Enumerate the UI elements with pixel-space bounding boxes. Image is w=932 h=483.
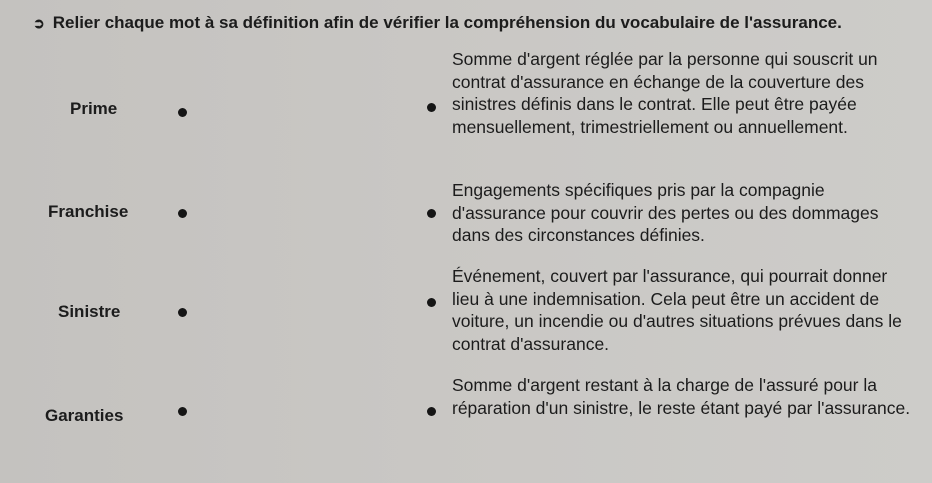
term-franchise: Franchise: [48, 202, 129, 221]
term-dot-franchise[interactable]: [178, 209, 187, 218]
definition-dot-3[interactable]: [427, 298, 436, 307]
term-garanties: Garanties: [45, 406, 124, 425]
arrow-bullet-icon: ➲: [33, 15, 45, 31]
definition-1: Somme d'argent réglée par la personne qui souscrit un contrat d'assurance en échange de la couverture des sinistres définis dans le contrat. Elle peut être payée mensuellement, trimestriellement ou annuellement.: [452, 49, 878, 137]
term-dot-sinistre[interactable]: [178, 308, 187, 317]
instruction-text: Relier chaque mot à sa définition afin de vérifier la compréhension du vocabulaire de l'assurance.: [52, 13, 842, 32]
definition-dot-4[interactable]: [427, 407, 436, 416]
instruction: [33, 13, 842, 33]
term-prime: Prime: [70, 99, 118, 118]
definition-dot-2[interactable]: [427, 209, 436, 218]
definition-2: Engagements spécifiques pris par la compagnie d'assurance pour couvrir des pertes ou des dommages dans des circonstances définies.: [452, 180, 879, 245]
definition-4: Somme d'argent restant à la charge de l'assuré pour la réparation d'un sinistre, le reste étant payé par l'assurance.: [452, 375, 911, 418]
term-dot-prime[interactable]: [178, 108, 187, 117]
term-dot-garanties[interactable]: [178, 407, 187, 416]
definition-dot-1[interactable]: [427, 103, 436, 112]
definition-3: Événement, couvert par l'assurance, qui pourrait donner lieu à une indemnisation. Cela peut être un accident de voiture, un incendie ou d'autres situations prévues dans le contrat d'assurance.: [452, 266, 902, 354]
term-sinistre: Sinistre: [58, 302, 121, 321]
